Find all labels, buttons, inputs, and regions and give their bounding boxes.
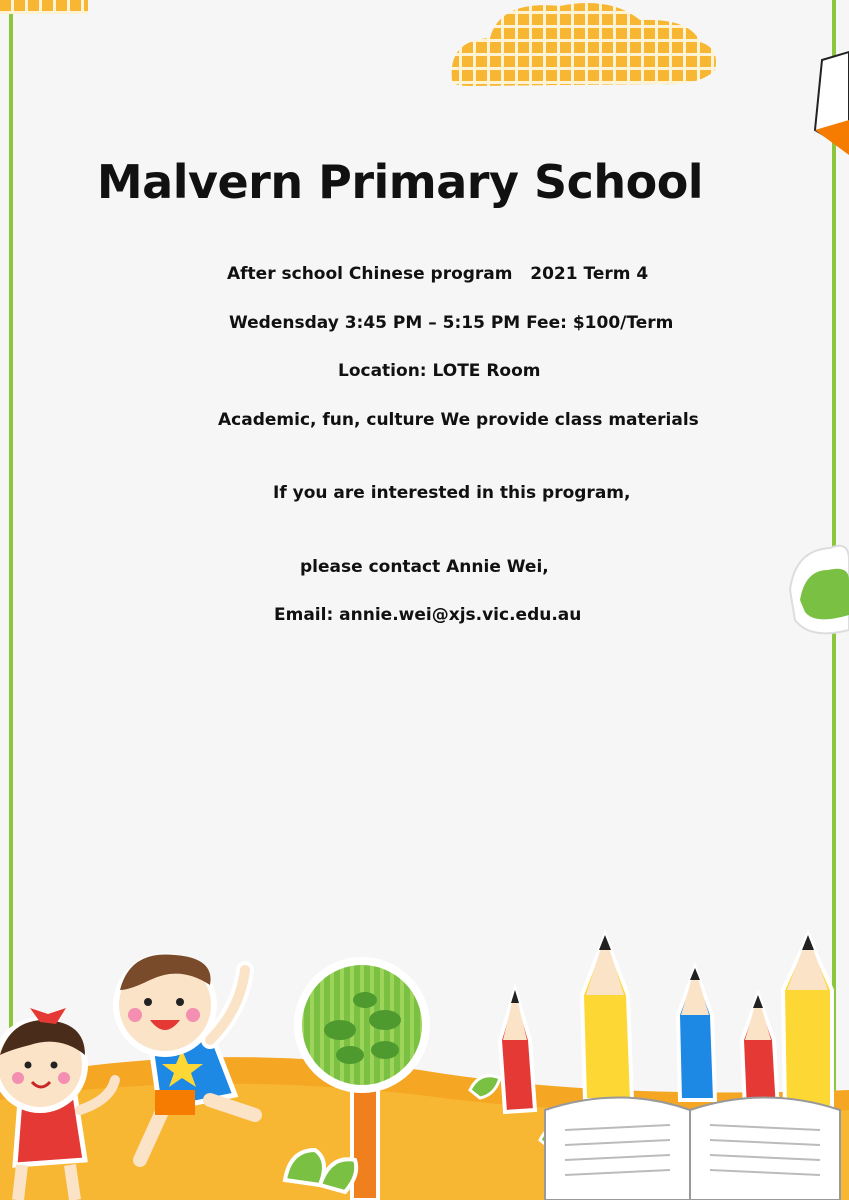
pencil-icon [742, 995, 778, 1110]
cloud-icon [452, 3, 716, 86]
pencil-icon [678, 968, 715, 1100]
schedule-line: Wedensday 3:45 PM – 5:15 PM Fee: $100/Term [229, 313, 674, 333]
book-icon [545, 1098, 840, 1200]
cloud-icon [0, 0, 88, 14]
program-line: After school Chinese program 2021 Term 4 [227, 264, 649, 284]
interest-line: If you are interested in this program, [273, 483, 631, 503]
pencil-icon [783, 935, 832, 1110]
pencil-icon [815, 52, 849, 155]
location-line: Location: LOTE Room [338, 361, 541, 381]
contact-line: please contact Annie Wei, [300, 557, 549, 577]
school-title: Malvern Primary School [96, 155, 704, 209]
pencil-icon [582, 935, 632, 1100]
bush-icon [790, 546, 849, 634]
features-line: Academic, fun, culture We provide class materials [218, 410, 699, 430]
email-line: Email: annie.wei@xjs.vic.edu.au [274, 605, 582, 625]
pencil-icon [500, 990, 535, 1112]
